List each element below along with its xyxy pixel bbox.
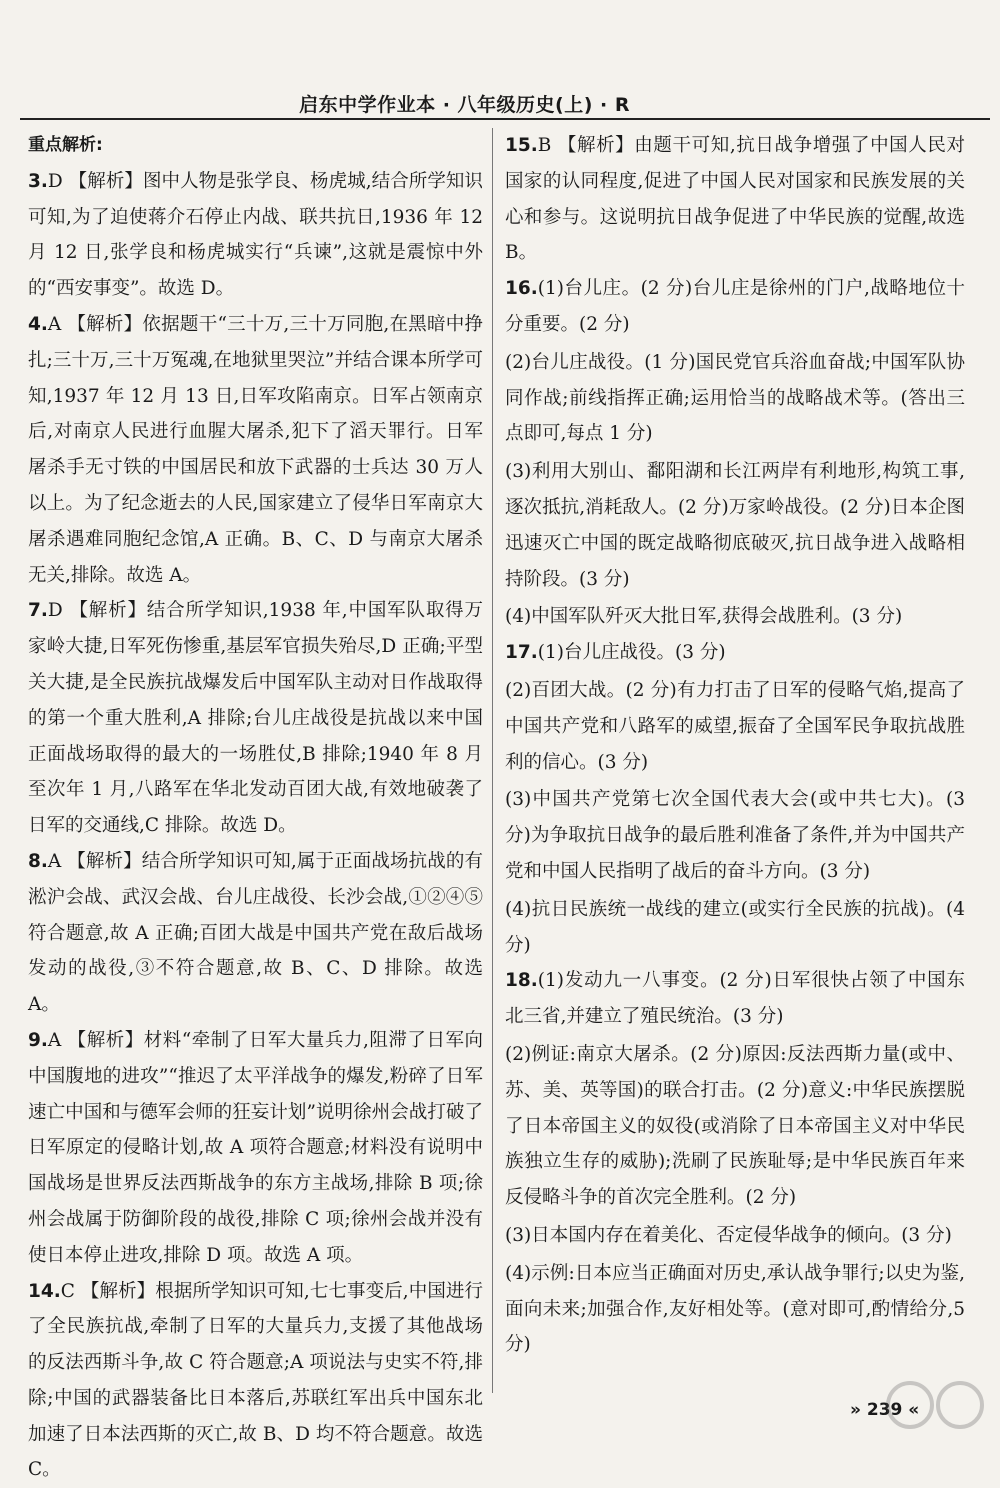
page-number: » 239 « <box>850 1400 919 1420</box>
watermark-logo <box>880 1375 990 1445</box>
answer-item <box>28 1023 483 1274</box>
answer-text: (1)台儿庄。(2 分)台儿庄是徐州的门户,战略地位十分重要。(2 分) <box>505 278 965 335</box>
question-number: 17. <box>505 642 538 663</box>
sub-answer: (2)例证:南京大屠杀。(2 分)原因:反法西斯力量(或中、苏、美、英等国)的联合打击。(2 分)意义:中华民族摆脱了日本帝国主义的奴役(或消除了日本帝国主义对中华民族独立生存的威胁);洗刷了民族耻辱;是中华民族百年来反侵略斗争的首次完全胜利。(2 分) <box>505 1037 965 1216</box>
answer-item <box>505 963 965 1363</box>
answer-text: C 【解析】根据所学知识可知,七七事变后,中国进行了全民族抗战,牵制了日军的大量兵力,支援了其他战场的反法西斯斗争,故 C 符合题意;A 项说法与史实不符,排除;中国的武器装备比日本落后,苏联红军出兵中国东北加速了日本法西斯的灭亡,故 B、D 均不符合题意。故选 C。 <box>28 1281 483 1481</box>
question-number: 3. <box>28 171 48 192</box>
answer-text: D 【解析】图中人物是张学良、杨虎城,结合所学知识可知,为了迫使蒋介石停止内战、联共抗日,1936 年 12 月 12 日,张学良和杨虎城实行“兵谏”,这就是震惊中外的“西安事变”。故选 D。 <box>28 171 483 299</box>
answer-text: B 【解析】由题干可知,抗日战争增强了中国人民对国家的认同程度,促进了中国人民对国家和民族发展的关心和参与。这说明抗日战争促进了中华民族的觉醒,故选 B。 <box>505 135 965 263</box>
sub-answer: (2)台儿庄战役。(1 分)国民党官兵浴血奋战;中国军队协同作战;前线指挥正确;运用恰当的战略战术等。(答出三点即可,每点 1 分) <box>505 345 965 452</box>
answer-item <box>28 164 483 307</box>
question-number: 18. <box>505 970 538 991</box>
answer-item <box>505 635 965 963</box>
header-title: 启东中学作业本 · 八年级历史(上) · R <box>299 90 630 117</box>
answer-item <box>505 128 965 271</box>
sub-answer: (4)抗日民族统一战线的建立(或实行全民族的抗战)。(4 分) <box>505 892 965 964</box>
question-number: 8. <box>28 851 48 872</box>
section-heading: 重点解析: <box>28 128 483 164</box>
column-divider <box>492 128 493 1393</box>
sub-answer: (3)中国共产党第七次全国代表大会(或中共七大)。(3 分)为争取抗日战争的最后胜利准备了条件,并为中国共产党和中国人民指明了战后的奋斗方向。(3 分) <box>505 782 965 889</box>
answer-text: A 【解析】材料“牵制了日军大量兵力,阻滞了日军向中国腹地的进攻”“推迟了太平洋战争的爆发,粉碎了日军速亡中国和与德军会师的狂妄计划”说明徐州会战打破了日军原定的侵略计划,故 A 项符合题意;材料没有说明中国战场是世界反法西斯战争的东方主战场,排除 B 项;徐州会战属于防御阶段的战役,排除 C 项;徐州会战并没有使日本停止进攻,排除 D 项。故选 A 项。 <box>28 1030 483 1266</box>
question-number: 7. <box>28 600 48 621</box>
question-number: 9. <box>28 1030 48 1051</box>
sub-answer: (4)中国军队歼灭大批日军,获得会战胜利。(3 分) <box>505 599 965 635</box>
answer-item <box>28 307 483 593</box>
sub-answer: (4)示例:日本应当正确面对历史,承认战争罪行;以史为鉴,面向未来;加强合作,友好相处等。(意对即可,酌情给分,5 分) <box>505 1256 965 1363</box>
right-column <box>505 128 965 1363</box>
answer-text: A 【解析】依据题干“三十万,三十万同胞,在黑暗中挣扎;三十万,三十万冤魂,在地狱里哭泣”并结合课本所学可知,1937 年 12 月 13 日,日军攻陷南京。日军占领南京后,对南京人民进行血腥大屠杀,犯下了滔天罪行。日军屠杀手无寸铁的中国居民和放下武器的士兵达 30 万人以上。为了纪念逝去的人民,国家建立了侵华日军南京大屠杀遇难同胞纪念馆,A 正确。B、C、D 与南京大屠杀无关,排除。故选 A。 <box>28 314 483 586</box>
answer-item <box>28 844 483 1023</box>
left-column <box>28 128 483 1488</box>
question-number: 16. <box>505 278 538 299</box>
sub-answer: (2)百团大战。(2 分)有力打击了日军的侵略气焰,提高了中国共产党和八路军的威望,振奋了全国军民争取抗战胜利的信心。(3 分) <box>505 673 965 780</box>
answer-item <box>505 271 965 635</box>
sub-answer: (3)日本国内存在着美化、否定侵华战争的倾向。(3 分) <box>505 1218 965 1254</box>
page-header <box>20 84 990 120</box>
question-number: 14. <box>28 1281 61 1302</box>
answer-item <box>28 593 483 844</box>
sub-answer: (3)利用大别山、鄱阳湖和长江两岸有利地形,构筑工事,逐次抵抗,消耗敌人。(2 分)万家岭战役。(2 分)日本企图迅速灭亡中国的既定战略彻底破灭,抗日战争进入战略相持阶段。(3 分) <box>505 454 965 597</box>
answer-item <box>28 1274 483 1488</box>
answer-text: A 【解析】结合所学知识可知,属于正面战场抗战的有淞沪会战、武汉会战、台儿庄战役、长沙会战,①②④⑤符合题意,故 A 正确;百团大战是中国共产党在敌后战场发动的战役,③不符合题意,故 B、C、D 排除。故选 A。 <box>28 851 483 1015</box>
answer-text: D 【解析】结合所学知识,1938 年,中国军队取得万家岭大捷,日军死伤惨重,基层军官损失殆尽,D 正确;平型关大捷,是全民族抗战爆发后中国军队主动对日作战取得的第一个重大胜利,A 排除;台儿庄战役是抗战以来中国正面战场取得的最大的一场胜仗,B 排除;1940 年 8 月至次年 1 月,八路军在华北发动百团大战,有效地破袭了日军的交通线,C 排除。故选 D。 <box>28 600 483 836</box>
answer-text: (1)发动九一八事变。(2 分)日军很快占领了中国东北三省,并建立了殖民统治。(3 分) <box>505 970 965 1027</box>
question-number: 15. <box>505 135 538 156</box>
answer-text: (1)台儿庄战役。(3 分) <box>538 642 726 663</box>
question-number: 4. <box>28 314 48 335</box>
